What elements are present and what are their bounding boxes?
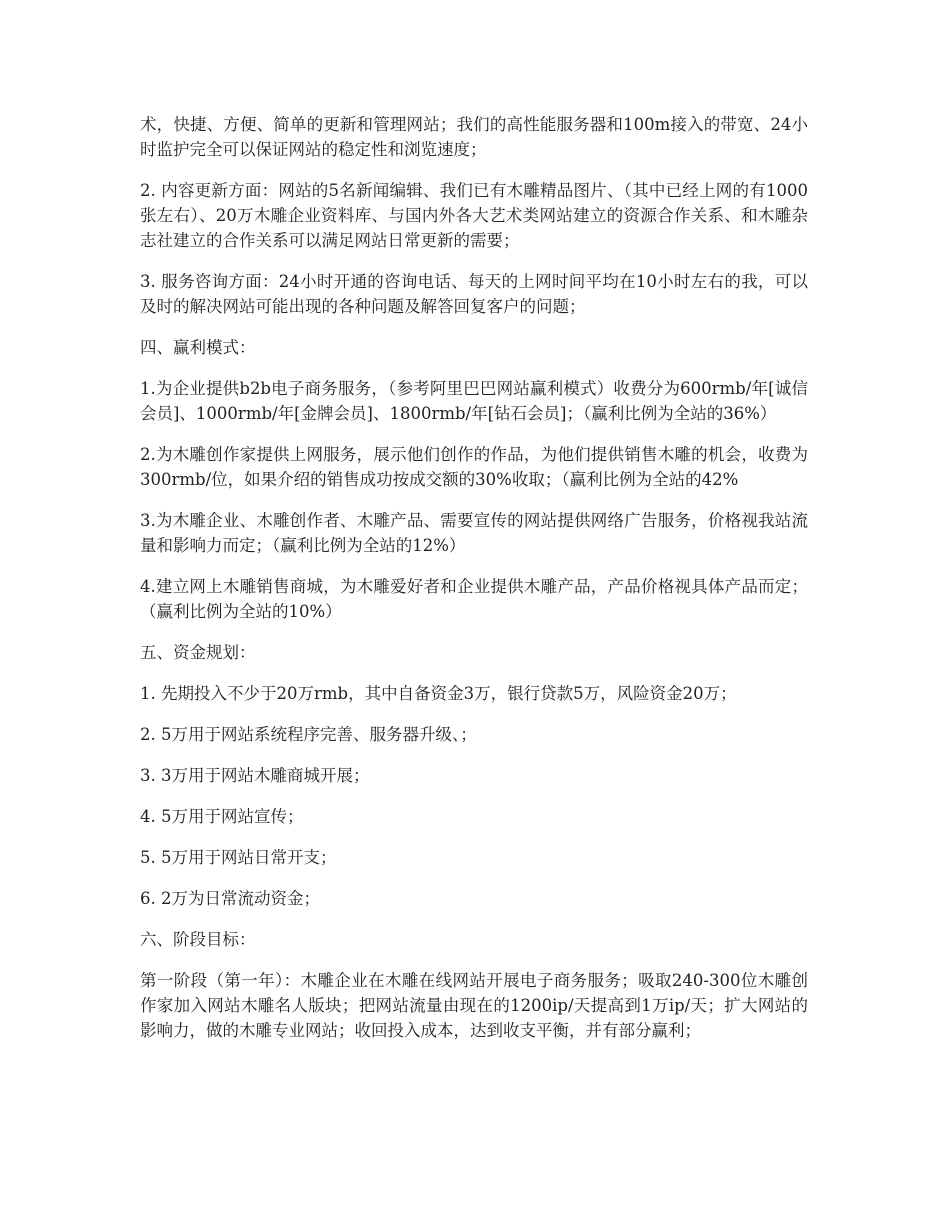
section-heading-funding-plan: 五、资金规划： <box>140 643 256 662</box>
paragraph-funding-liquidity: 6. 2万为日常流动资金； <box>140 889 320 908</box>
paragraph-funding-promotion: 4. 5万用于网站宣传； <box>140 807 304 826</box>
paragraph-funding-initial: 1. 先期投入不少于20万rmb，其中自备资金3万，银行贷款5万，风险资金20万； <box>140 684 737 703</box>
paragraph-content-update: 2. 内容更新方面：网站的5名新闻编辑、我们已有木雕精品图片、（其中已经上网的有1000张左右）、20万木雕企业资料库、与国内外各大艺术类网站建立的资源合作关系、和木雕杂志社建立的合作关系可以满足网站日常更新的需要； <box>140 181 808 250</box>
paragraph-profit-advertising: 3.为木雕企业、木雕创作者、木雕产品、需要宣传的网站提供网络广告服务，价格视我站流量和影响力而定；（赢利比例为全站的12%） <box>140 511 808 555</box>
paragraph-profit-mall: 4.建立网上木雕销售商城，为木雕爱好者和企业提供木雕产品，产品价格视具体产品而定；（赢利比例为全站的10%） <box>140 577 808 621</box>
paragraph-profit-b2b: 1.为企业提供b2b电子商务服务，（参考阿里巴巴网站赢利模式）收费分为600rmb/年[诚信会员]、1000rmb/年[金牌会员]、1800rmb/年[钻石会员]；（赢利比例为全站的36%） <box>140 379 808 423</box>
paragraph-service-consulting: 3. 服务咨询方面：24小时开通的咨询电话、每天的上网时间平均在10小时左右的我，可以及时的解决网站可能出现的各种问题及解答回复客户的问题； <box>140 272 808 316</box>
section-heading-stage-goals: 六、阶段目标： <box>140 930 256 949</box>
paragraph-tech-server: 术，快捷、方便、简单的更新和管理网站；我们的高性能服务器和100m接入的带宽、24小时监护完全可以保证网站的稳定性和浏览速度； <box>140 115 808 159</box>
paragraph-funding-system: 2. 5万用于网站系统程序完善、服务器升级、； <box>140 725 477 744</box>
paragraph-funding-mall: 3. 3万用于网站木雕商城开展； <box>140 766 370 785</box>
section-heading-profit-model: 四、赢利模式： <box>140 338 256 357</box>
paragraph-stage-one: 第一阶段（第一年）：木雕企业在木雕在线网站开展电子商务服务；吸取240-300位木雕创作家加入网站木雕名人版块；把网站流量由现在的1200ip/天提高到1万ip/天；扩大网站的影响力，做的木雕专业网站；收回投入成本，达到收支平衡，并有部分赢利； <box>140 971 808 1040</box>
document-body <box>140 112 808 1059</box>
paragraph-profit-artists: 2.为木雕创作家提供上网服务，展示他们创作的作品，为他们提供销售木雕的机会，收费为300rmb/位，如果介绍的销售成功按成交额的30%收取；（赢利比例为全站的42% <box>140 445 808 489</box>
paragraph-funding-daily: 5. 5万用于网站日常开支； <box>140 848 337 867</box>
